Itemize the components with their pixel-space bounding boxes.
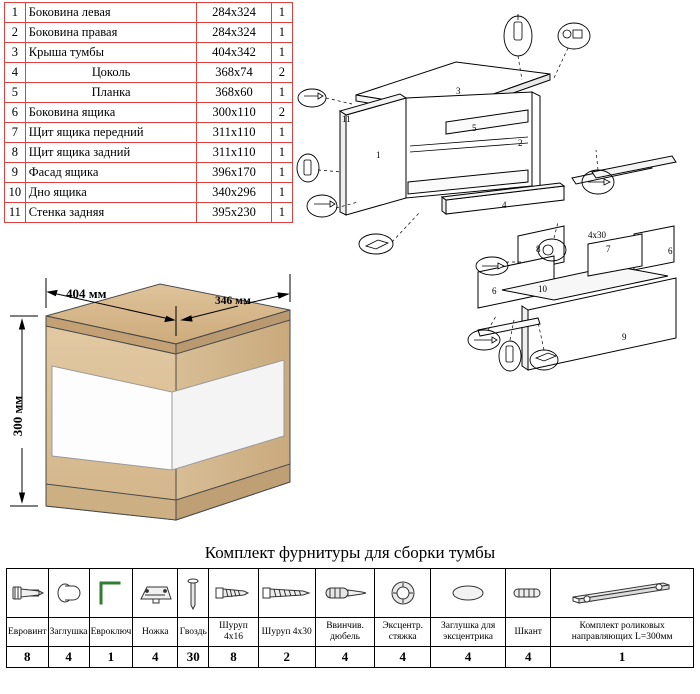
part-size: 396х170 [197, 163, 271, 183]
part-number: 10 [5, 183, 26, 203]
dowel-icon [506, 569, 551, 618]
table-row [5, 103, 293, 123]
hardware-name: Заглушка [48, 618, 89, 647]
part-qty: 1 [271, 203, 292, 223]
part-size: 284x324 [197, 3, 271, 23]
euroscrew-icon [7, 569, 49, 618]
exploded-label-3: 3 [456, 86, 461, 96]
part-number: 9 [5, 163, 26, 183]
exploded-label-9: 9 [622, 332, 627, 342]
part-name: Стенка задняя [25, 203, 197, 223]
dowel-screw-icon [315, 569, 375, 618]
part-number: 1 [5, 3, 26, 23]
hardware-name: Гвоздь [178, 618, 209, 647]
part-qty: 1 [271, 83, 292, 103]
exploded-label-6b: 6 [668, 246, 673, 256]
table-row [5, 203, 293, 223]
table-row [5, 143, 293, 163]
hardware-qty: 1 [551, 647, 694, 668]
part-qty: 1 [271, 43, 292, 63]
hardware-name: Шуруп 4х16 [209, 618, 258, 647]
part-size: 284x324 [197, 23, 271, 43]
hardware-qty: 4 [133, 647, 178, 668]
nail-icon [178, 569, 209, 618]
hardware-qty: 30 [178, 647, 209, 668]
hardware-name: Евровинт [7, 618, 49, 647]
part-qty: 1 [271, 123, 292, 143]
hardware-qty: 4 [506, 647, 551, 668]
part-size: 368х60 [197, 83, 271, 103]
exploded-label-6a: 6 [492, 286, 497, 296]
part-number: 8 [5, 143, 26, 163]
table-row [5, 63, 293, 83]
hardware-qty: 8 [209, 647, 258, 668]
part-number: 7 [5, 123, 26, 143]
hardware-kit-table [6, 568, 694, 668]
part-name: Цоколь [25, 63, 197, 83]
table-row [5, 183, 293, 203]
part-number: 11 [5, 203, 26, 223]
part-name: Планка [25, 83, 197, 103]
part-name: Щит ящика передний [25, 123, 197, 143]
table-row [5, 43, 293, 63]
hardware-name: Заглушка для эксцентрика [431, 618, 506, 647]
exploded-label-7: 7 [606, 244, 611, 254]
part-size: 368х74 [197, 63, 271, 83]
hardware-qty: 4 [431, 647, 506, 668]
allen-key-icon [89, 569, 133, 618]
part-qty: 2 [271, 63, 292, 83]
dimension-width-label: 404 мм [66, 286, 107, 301]
hardware-name: Евроключ [89, 618, 133, 647]
hardware-qty: 4 [48, 647, 89, 668]
part-size: 395х230 [197, 203, 271, 223]
cam-cap-icon [431, 569, 506, 618]
part-size: 340х296 [197, 183, 271, 203]
part-number: 5 [5, 83, 26, 103]
dimension-height-label: 300 мм [10, 395, 25, 437]
part-name: Боковина правая [25, 23, 197, 43]
hardware-kit-title: Комплект фурнитуры для сборки тумбы [204, 543, 496, 562]
part-qty: 1 [271, 3, 292, 23]
exploded-label-8: 8 [536, 244, 541, 254]
part-size: 300х110 [197, 103, 271, 123]
parts-table [4, 2, 293, 223]
part-qty: 1 [271, 23, 292, 43]
part-size: 311х110 [197, 123, 271, 143]
part-size: 311х110 [197, 143, 271, 163]
hardware-qty: 1 [89, 647, 133, 668]
cap-icon [48, 569, 89, 618]
cabinet-dimension-drawing [0, 270, 300, 555]
exploded-label-4: 4 [502, 200, 507, 210]
exploded-label-screwnote: 4х30 [588, 230, 606, 240]
part-size: 404х342 [197, 43, 271, 63]
hardware-name: Эксцентр. стяжка [375, 618, 431, 647]
hardware-name: Ввинчив. дюбель [315, 618, 375, 647]
table-row [5, 123, 293, 143]
part-number: 6 [5, 103, 26, 123]
exploded-label-1: 1 [376, 150, 381, 160]
exploded-label-11: 11 [342, 114, 351, 124]
part-number: 2 [5, 23, 26, 43]
slide-rail-icon [551, 569, 694, 618]
part-qty: 2 [271, 103, 292, 123]
exploded-label-10: 10 [538, 284, 547, 294]
hardware-name: Комплект роликовых направляющих L=300мм [551, 618, 694, 647]
part-name: Дно ящика [25, 183, 197, 203]
exploded-assembly-diagram [296, 0, 700, 400]
hardware-qty: 4 [315, 647, 375, 668]
table-row [5, 23, 293, 43]
exploded-label-2: 2 [518, 138, 523, 148]
hardware-qty: 4 [375, 647, 431, 668]
part-number: 4 [5, 63, 26, 83]
screw-4x16-icon [209, 569, 258, 618]
table-row [5, 163, 293, 183]
hardware-name: Шкант [506, 618, 551, 647]
hardware-name: Шуруп 4х30 [258, 618, 315, 647]
hardware-qty: 2 [258, 647, 315, 668]
table-row [5, 3, 293, 23]
part-name: Крыша тумбы [25, 43, 197, 63]
part-name: Боковина левая [25, 3, 197, 23]
part-name: Фасад ящика [25, 163, 197, 183]
part-qty: 1 [271, 183, 292, 203]
hardware-qty: 8 [7, 647, 49, 668]
part-qty: 1 [271, 143, 292, 163]
foot-icon [133, 569, 178, 618]
part-name: Боковина ящика [25, 103, 197, 123]
part-number: 3 [5, 43, 26, 63]
exploded-label-5: 5 [472, 123, 477, 133]
cam-lock-icon [375, 569, 431, 618]
dimension-depth-label: 346 мм [215, 295, 251, 307]
screw-4x30-icon [258, 569, 315, 618]
part-qty: 1 [271, 163, 292, 183]
hardware-name: Ножка [133, 618, 178, 647]
table-row [5, 83, 293, 103]
part-name: Щит ящика задний [25, 143, 197, 163]
